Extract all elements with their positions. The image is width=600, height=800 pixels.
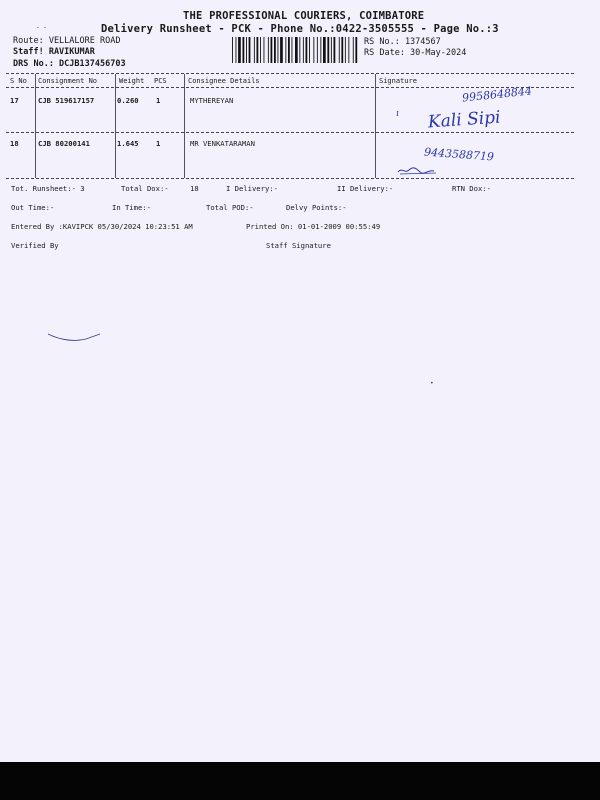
row-consignee: MYTHEREYAN — [190, 96, 234, 105]
company-title: THE PROFESSIONAL COURIERS, COIMBATORE — [183, 10, 425, 22]
row-sno: 18 — [10, 139, 19, 148]
out-time: Out Time:- — [11, 203, 55, 212]
total-dox-label: Total Dox:- — [121, 184, 169, 193]
row-pcs: 1 — [156, 139, 161, 148]
col-divider — [375, 74, 376, 178]
staff-signature: Staff Signature — [266, 241, 331, 250]
scribble-signature-icon — [396, 164, 440, 176]
row-weight: 0.260 — [117, 96, 139, 105]
row-sno: 17 — [10, 96, 19, 105]
pen-dot-mark: • — [430, 380, 434, 387]
col-divider — [35, 74, 36, 178]
entered-by: Entered By :KAVIPCK 05/30/2024 10:23:51 AM — [11, 222, 193, 231]
table-bottom-rule — [6, 178, 574, 179]
col-header-weight: Weight — [119, 77, 145, 85]
row-weight: 1.645 — [117, 139, 139, 148]
row-pcs: 1 — [156, 96, 161, 105]
col-header-sno: S No — [10, 77, 27, 85]
total-pod: Total POD:- — [206, 203, 254, 212]
rs-number: RS No.: 1374567 — [364, 37, 441, 47]
pen-stroke-mark — [46, 330, 102, 344]
col-header-consignment: Consignment No — [38, 77, 98, 85]
runsheet-subtitle: Delivery Runsheet - PCK - Phone No.:0422-3505555 - Page No.:3 — [101, 23, 499, 35]
scan-border — [0, 762, 600, 800]
header-marks: - - — [36, 24, 47, 31]
drs-number: DRS No.: DCJB137456703 — [13, 59, 126, 69]
rs-date: RS Date: 30-May-2024 — [364, 48, 467, 58]
col-header-signature: Signature — [379, 77, 417, 85]
row-consignment: CJB 519617157 — [38, 96, 95, 105]
total-dox-value: 18 — [190, 184, 199, 193]
in-time: In Time:- — [112, 203, 151, 212]
i-delivery: I Delivery:- — [226, 184, 278, 193]
rtn-dox: RTN Dox:- — [452, 184, 491, 193]
table-top-rule — [6, 73, 574, 74]
row-consignee: MR VENKATARAMAN — [190, 139, 255, 148]
row-consignment: CJB 80200141 — [38, 139, 90, 148]
col-header-pcs: PCS — [154, 77, 167, 85]
row-divider — [6, 132, 574, 133]
staff-label: Staff! RAVIKUMAR — [13, 47, 95, 57]
signature-tick: ı — [396, 109, 399, 119]
ii-delivery: II Delivery:- — [337, 184, 394, 193]
route-label: Route: VELLALORE ROAD — [13, 36, 121, 46]
handwritten-phone: 9958648844 — [461, 84, 533, 105]
delvy-points: Delvy Points:- — [286, 203, 347, 212]
col-divider — [115, 74, 116, 178]
handwritten-phone: 9443588719 — [423, 145, 495, 164]
col-header-consignee: Consignee Details — [188, 77, 260, 85]
barcode-icon — [232, 37, 358, 63]
printed-on: Printed On: 01-01-2009 00:55:49 — [246, 222, 381, 231]
handwritten-signature: Kali Sipi — [427, 107, 502, 133]
col-divider — [184, 74, 185, 178]
verified-by: Verified By — [11, 241, 59, 250]
tot-runsheet: Tot. Runsheet:- 3 — [11, 184, 85, 193]
